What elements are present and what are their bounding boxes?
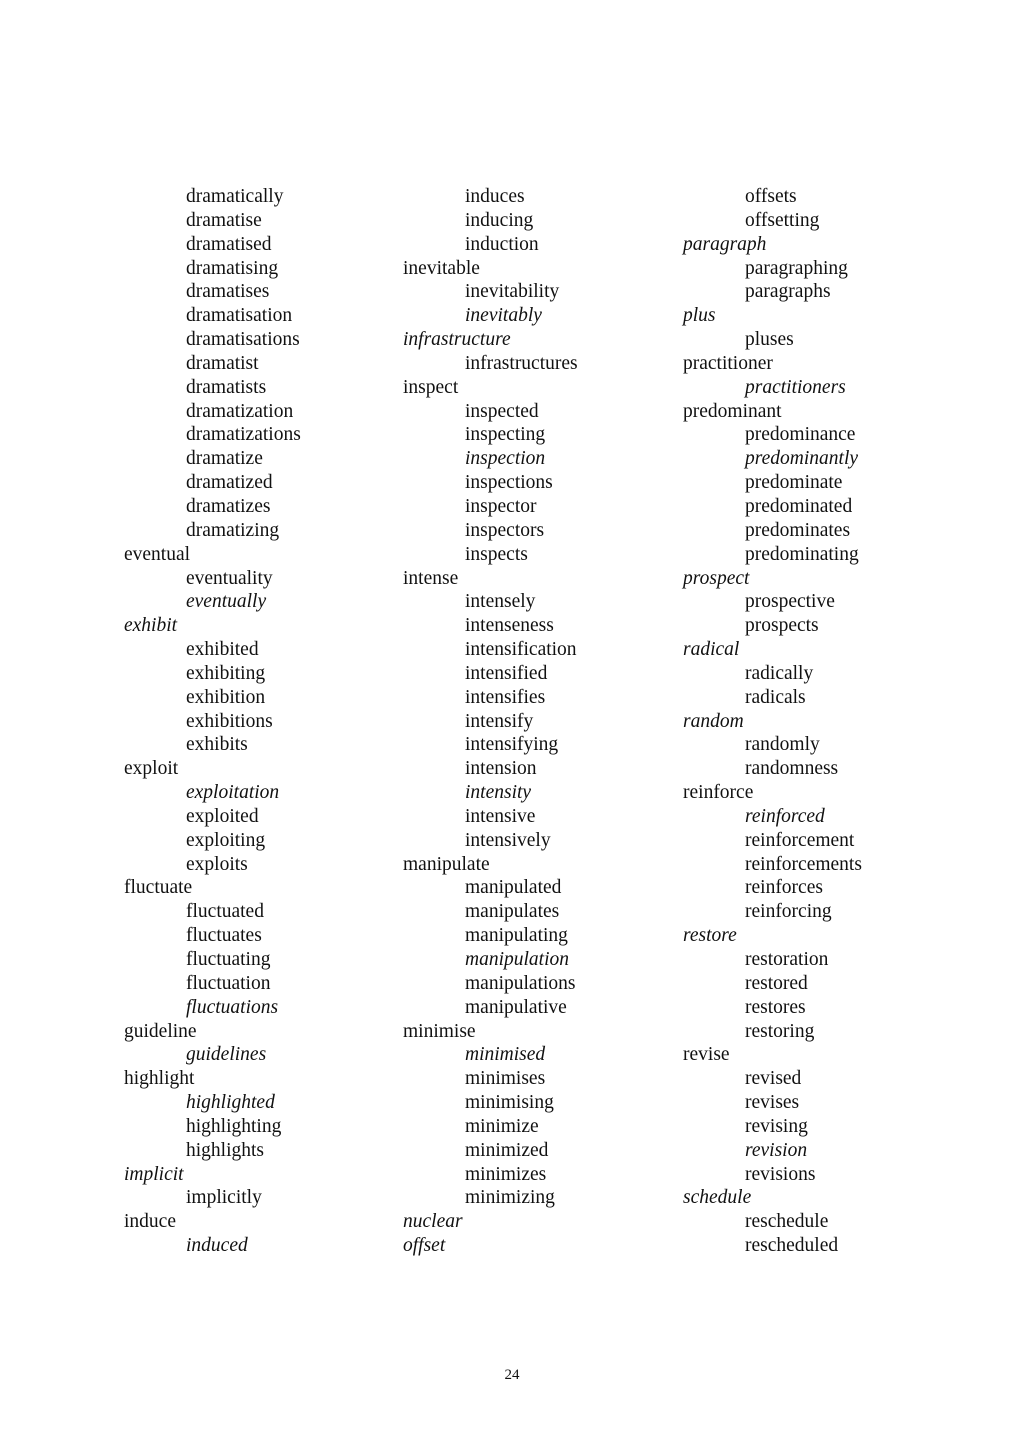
word-family-member: paragraphing [745, 257, 848, 279]
word-family-member: revisions [745, 1163, 816, 1185]
headword: plus [683, 305, 716, 327]
word-family-member: reinforces [745, 877, 823, 899]
word-family-member: induction [465, 233, 539, 255]
headword: random [683, 710, 744, 732]
headword: highlight [124, 1068, 195, 1090]
word-family-member: inevitability [465, 281, 560, 303]
word-family-member: minimized [465, 1139, 549, 1161]
word-family-member: intensify [465, 710, 534, 732]
headword: intense [403, 567, 459, 589]
headword: manipulate [403, 853, 490, 875]
word-family-member: fluctuating [186, 949, 271, 970]
headword: reinforce [683, 782, 754, 804]
headword: practitioner [683, 352, 773, 374]
word-family-member: exhibited [186, 639, 259, 661]
word-list-column-3 [683, 185, 953, 1258]
headword: infrastructure [403, 329, 511, 351]
headword: nuclear [403, 1211, 463, 1233]
headword: prospect [683, 567, 750, 589]
word-family-member: restoration [745, 949, 829, 970]
word-family-member: dramatises [186, 281, 270, 303]
headword: revise [683, 1044, 730, 1066]
word-family-member: inspects [465, 543, 528, 565]
headword: inevitable [403, 257, 480, 279]
word-family-member: inspection [465, 448, 546, 470]
word-family-member: fluctuates [186, 925, 262, 947]
word-family-member: inspections [465, 472, 553, 494]
word-family-member: revision [745, 1139, 808, 1161]
word-family-member: intensifies [465, 686, 546, 708]
word-family-member: paragraphs [745, 281, 831, 303]
word-family-member: exploiting [186, 829, 266, 851]
headword: eventual [124, 543, 191, 565]
word-family-member: exhibition [186, 686, 266, 708]
word-family-member: intensive [465, 805, 536, 827]
word-family-member: predominates [745, 519, 851, 541]
word-family-member: offsetting [745, 209, 820, 231]
headword: exhibit [124, 615, 178, 637]
headword: offset [403, 1235, 446, 1257]
headword: restore [683, 925, 737, 947]
word-family-member: reinforcement [745, 829, 855, 851]
word-family-member: minimising [465, 1092, 554, 1114]
headword: fluctuate [124, 877, 193, 899]
word-family-member: restoring [745, 1020, 815, 1042]
word-family-member: reinforcements [745, 853, 862, 875]
word-family-member: fluctuations [186, 996, 279, 1018]
word-family-member: minimizes [465, 1163, 547, 1185]
word-family-member: manipulating [465, 925, 568, 947]
word-family-member: minimize [465, 1115, 539, 1137]
word-family-member: highlighting [186, 1115, 282, 1137]
word-family-member: intensity [465, 782, 532, 804]
word-family-member: dramatist [186, 352, 259, 374]
word-family-member: dramatisations [186, 329, 300, 351]
word-family-member: dramatize [186, 448, 263, 470]
word-family-member: practitioners [745, 376, 846, 398]
word-family-member: dramatising [186, 257, 279, 279]
word-family-member: revises [745, 1092, 800, 1114]
word-family-member: fluctuated [186, 901, 264, 923]
word-family-member: dramatizes [186, 495, 271, 517]
word-family-member: intension [465, 758, 537, 780]
word-family-member: manipulated [465, 877, 562, 899]
word-family-member: manipulative [465, 996, 567, 1018]
word-family-member: intensifying [465, 734, 559, 756]
word-family-member: minimised [465, 1044, 546, 1066]
word-family-member: reinforced [745, 805, 825, 827]
word-family-member: dramatized [186, 472, 273, 494]
word-family-member: predominantly [745, 448, 859, 470]
word-family-member: pluses [745, 329, 794, 351]
page-number: 24 [504, 1367, 520, 1383]
word-family-member: inspectors [465, 519, 545, 541]
word-family-member: dramatisation [186, 305, 293, 327]
word-family-member: dramatizations [186, 424, 301, 446]
word-family-member: dramatise [186, 209, 262, 231]
word-family-member: intenseness [465, 615, 554, 637]
headword: guideline [124, 1020, 197, 1042]
word-family-member: predominate [745, 472, 843, 494]
word-family-member: dramatists [186, 376, 267, 398]
word-family-member: highlighted [186, 1092, 275, 1114]
word-family-member: exhibits [186, 734, 248, 756]
word-family-member: revised [745, 1068, 802, 1090]
word-family-member: randomly [745, 734, 820, 756]
word-family-member: induced [186, 1235, 248, 1257]
headword: predominant [683, 400, 782, 422]
word-family-member: manipulates [465, 901, 560, 923]
word-family-member: induces [465, 186, 525, 207]
word-family-member: dramatizing [186, 519, 280, 541]
word-family-member: predominated [745, 495, 853, 517]
word-family-member: intensively [465, 829, 551, 851]
word-family-member: inspector [465, 495, 537, 517]
headword: induce [124, 1211, 176, 1233]
word-family-member: dramatically [186, 186, 284, 207]
headword: minimise [403, 1020, 476, 1042]
word-family-member: predominance [745, 424, 856, 446]
word-family-member: minimizing [465, 1187, 555, 1209]
word-family-member: offsets [745, 186, 797, 207]
word-family-member: fluctuation [186, 972, 271, 994]
word-family-member: radicals [745, 686, 806, 708]
word-family-member: eventually [186, 591, 267, 613]
word-family-member: prospects [745, 615, 819, 637]
headword: inspect [403, 376, 459, 398]
word-family-member: exhibitions [186, 710, 273, 732]
headword: schedule [683, 1187, 752, 1209]
word-family-member: inducing [465, 209, 534, 231]
word-family-member: infrastructures [465, 352, 578, 374]
word-family-member: inevitably [465, 305, 542, 327]
headword: implicit [124, 1163, 184, 1185]
word-family-member: guidelines [186, 1044, 267, 1066]
word-family-member: intensified [465, 662, 548, 684]
word-family-member: predominating [745, 543, 859, 565]
word-family-member: exploitation [186, 782, 280, 804]
word-family-member: inspecting [465, 424, 546, 446]
word-family-member: implicitly [186, 1187, 262, 1209]
word-family-member: reschedule [745, 1211, 829, 1233]
word-family-member: reinforcing [745, 901, 832, 923]
word-family-member: eventuality [186, 567, 273, 589]
word-family-member: manipulation [465, 949, 570, 970]
word-list-column-2 [403, 185, 673, 1258]
headword: paragraph [683, 233, 767, 255]
word-family-member: exploits [186, 853, 248, 875]
headword: exploit [124, 758, 179, 780]
word-family-member: exploited [186, 805, 259, 827]
word-list-column-1 [124, 185, 394, 1258]
word-family-member: restores [745, 996, 806, 1018]
word-family-member: randomness [745, 758, 839, 780]
word-family-member: dramatised [186, 233, 272, 255]
word-family-member: revising [745, 1115, 808, 1137]
word-family-member: manipulations [465, 972, 576, 994]
word-family-member: highlights [186, 1139, 265, 1161]
word-family-member: exhibiting [186, 662, 266, 684]
word-family-member: prospective [745, 591, 835, 613]
word-family-member: radically [745, 662, 814, 684]
word-family-member: restored [745, 972, 808, 994]
word-family-member: intensification [465, 639, 577, 661]
word-family-member: minimises [465, 1068, 546, 1090]
word-family-member: rescheduled [745, 1235, 839, 1257]
word-family-member: dramatization [186, 400, 294, 422]
word-family-member: intensely [465, 591, 536, 613]
word-family-member: inspected [465, 400, 539, 422]
headword: radical [683, 639, 740, 661]
